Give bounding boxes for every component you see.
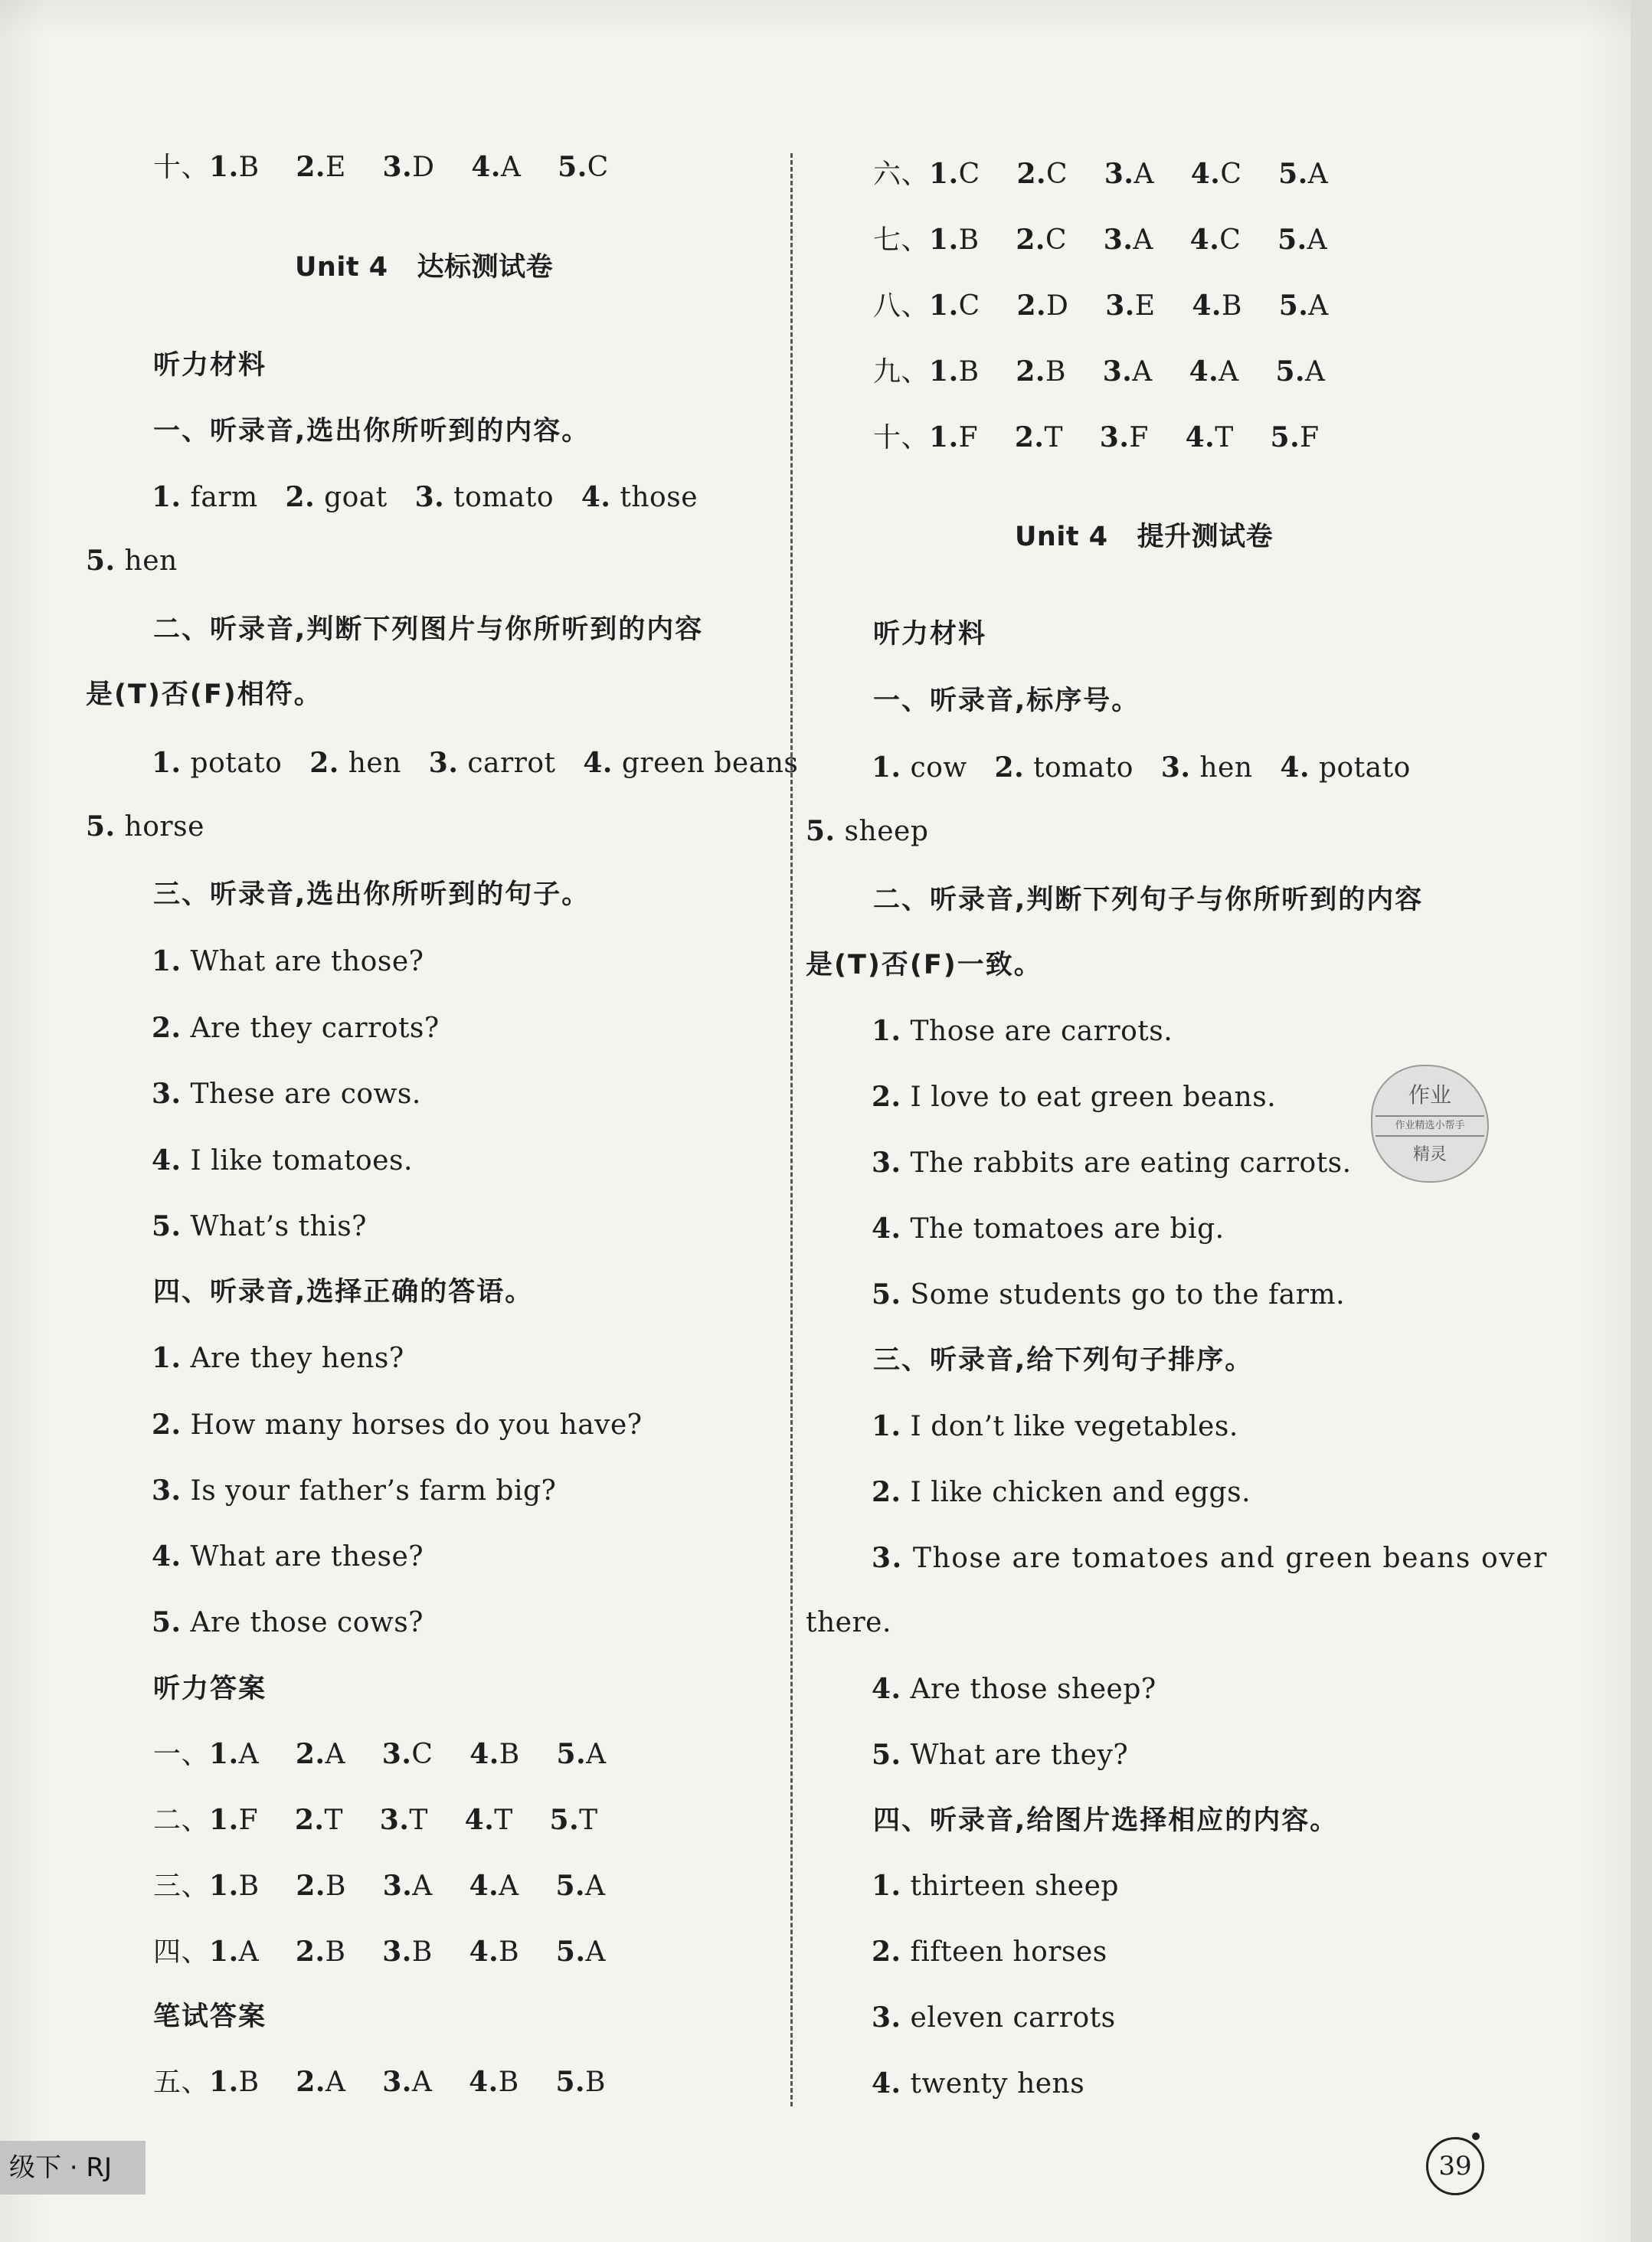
column-divider bbox=[790, 153, 793, 2106]
right-column bbox=[797, 0, 1639, 2242]
list-item: 5. What are they? bbox=[872, 1739, 1129, 1771]
list-item: 5. What’s this? bbox=[152, 1210, 367, 1242]
list-item: 4. I like tomatoes. bbox=[152, 1144, 413, 1177]
answer-row: 八、1.C 2.D 3.E 4.B 5.A bbox=[873, 290, 1329, 322]
section-heading: 听力材料 bbox=[873, 619, 987, 650]
list-item: 2. I like chicken and eggs. bbox=[872, 1476, 1251, 1508]
list-item: 1. Are they hens? bbox=[152, 1342, 404, 1374]
answer-row: 十、1.F 2.T 3.F 4.T 5.F bbox=[873, 421, 1320, 453]
section-heading: 听力材料 bbox=[153, 350, 267, 381]
list-item: 4. Are those sheep? bbox=[872, 1673, 1156, 1705]
list-item: 3. eleven carrots bbox=[872, 2001, 1116, 2034]
answer-row: 二、1.F 2.T 3.T 4.T 5.T bbox=[153, 1804, 598, 1836]
section-heading: 四、听录音,选择正确的答语。 bbox=[153, 1277, 534, 1308]
grade-tag: 级下 · RJ bbox=[0, 2141, 146, 2195]
section-heading: 是(T)否(F)相符。 bbox=[86, 679, 322, 710]
list-item: 4. The tomatoes are big. bbox=[872, 1213, 1225, 1245]
stamp-middle-text: 作业精选小帮手 bbox=[1376, 1115, 1484, 1137]
list-item: 3. Is your father’s farm big? bbox=[152, 1474, 557, 1507]
section-heading: 一、听录音,选出你所听到的内容。 bbox=[153, 416, 590, 447]
stamp-top-text: 作业 bbox=[1408, 1082, 1451, 1108]
list-item-continuation: there. bbox=[806, 1607, 891, 1638]
section-heading: 三、听录音,选出你所听到的句子。 bbox=[153, 879, 590, 910]
section-heading: 是(T)否(F)一致。 bbox=[806, 950, 1042, 980]
section-heading: 二、听录音,判断下列句子与你所听到的内容 bbox=[873, 885, 1424, 915]
section-heading: 三、听录音,给下列句子排序。 bbox=[873, 1345, 1254, 1376]
section-heading: 一、听录音,标序号。 bbox=[873, 686, 1140, 716]
left-column bbox=[0, 0, 799, 2242]
answer-row: 五、1.B 2.A 3.A 4.B 5.B bbox=[153, 2066, 607, 2098]
list-item: 4. twenty hens bbox=[872, 2067, 1085, 2100]
answer-row: 四、1.A 2.B 3.B 4.B 5.A bbox=[153, 1936, 607, 1968]
section-heading: 四、听录音,给图片选择相应的内容。 bbox=[873, 1805, 1339, 1836]
unit-title: Unit 4 提升测试卷 bbox=[1015, 522, 1274, 552]
section-heading: 二、听录音,判断下列图片与你所听到的内容 bbox=[153, 614, 704, 645]
word-list: 1. farm 2. goat 3. tomato 4. those bbox=[152, 481, 698, 513]
page-number-dot bbox=[1472, 2132, 1480, 2140]
section-heading: 笔试答案 bbox=[153, 2001, 267, 2032]
stamp-bottom-text: 精灵 bbox=[1412, 1145, 1447, 1164]
page-number: 39 bbox=[1426, 2137, 1484, 2195]
watermark-stamp bbox=[1371, 1065, 1489, 1183]
list-item: 5. Some students go to the farm. bbox=[872, 1278, 1346, 1311]
list-item: 4. What are these? bbox=[152, 1540, 424, 1573]
answer-row: 九、1.B 2.B 3.A 4.A 5.A bbox=[873, 355, 1326, 388]
list-item: 2. How many horses do you have? bbox=[152, 1409, 643, 1441]
list-item: 5. Are those cows? bbox=[152, 1606, 424, 1638]
list-item: 2. I love to eat green beans. bbox=[872, 1081, 1277, 1113]
word-list: 1. potato 2. hen 3. carrot 4. green beans bbox=[152, 747, 799, 779]
list-item: 3. These are cows. bbox=[152, 1078, 421, 1110]
answer-row: 一、1.A 2.A 3.C 4.B 5.A bbox=[153, 1738, 607, 1770]
word-list: 5. horse bbox=[86, 810, 204, 843]
list-item: 3. Those are tomatoes and green beans over bbox=[872, 1542, 1548, 1574]
word-list: 5. sheep bbox=[806, 815, 929, 847]
section-heading: 听力答案 bbox=[153, 1674, 267, 1704]
list-item: 1. What are those? bbox=[152, 945, 424, 977]
word-list: 1. cow 2. tomato 3. hen 4. potato bbox=[872, 751, 1411, 784]
answer-row: 十、1.B 2.E 3.D 4.A 5.C bbox=[153, 151, 609, 183]
answer-row: 七、1.B 2.C 3.A 4.C 5.A bbox=[873, 224, 1328, 256]
unit-title: Unit 4 达标测试卷 bbox=[295, 252, 554, 283]
list-item: 1. thirteen sheep bbox=[872, 1870, 1119, 1902]
word-list: 5. hen bbox=[86, 545, 178, 577]
list-item: 1. Those are carrots. bbox=[872, 1015, 1173, 1047]
list-item: 2. Are they carrots? bbox=[152, 1012, 440, 1044]
list-item: 1. I don’t like vegetables. bbox=[872, 1410, 1238, 1442]
list-item: 3. The rabbits are eating carrots. bbox=[872, 1147, 1352, 1179]
list-item: 2. fifteen horses bbox=[872, 1936, 1107, 1968]
answer-row: 三、1.B 2.B 3.A 4.A 5.A bbox=[153, 1870, 606, 1902]
answer-row: 六、1.C 2.C 3.A 4.C 5.A bbox=[873, 158, 1329, 190]
